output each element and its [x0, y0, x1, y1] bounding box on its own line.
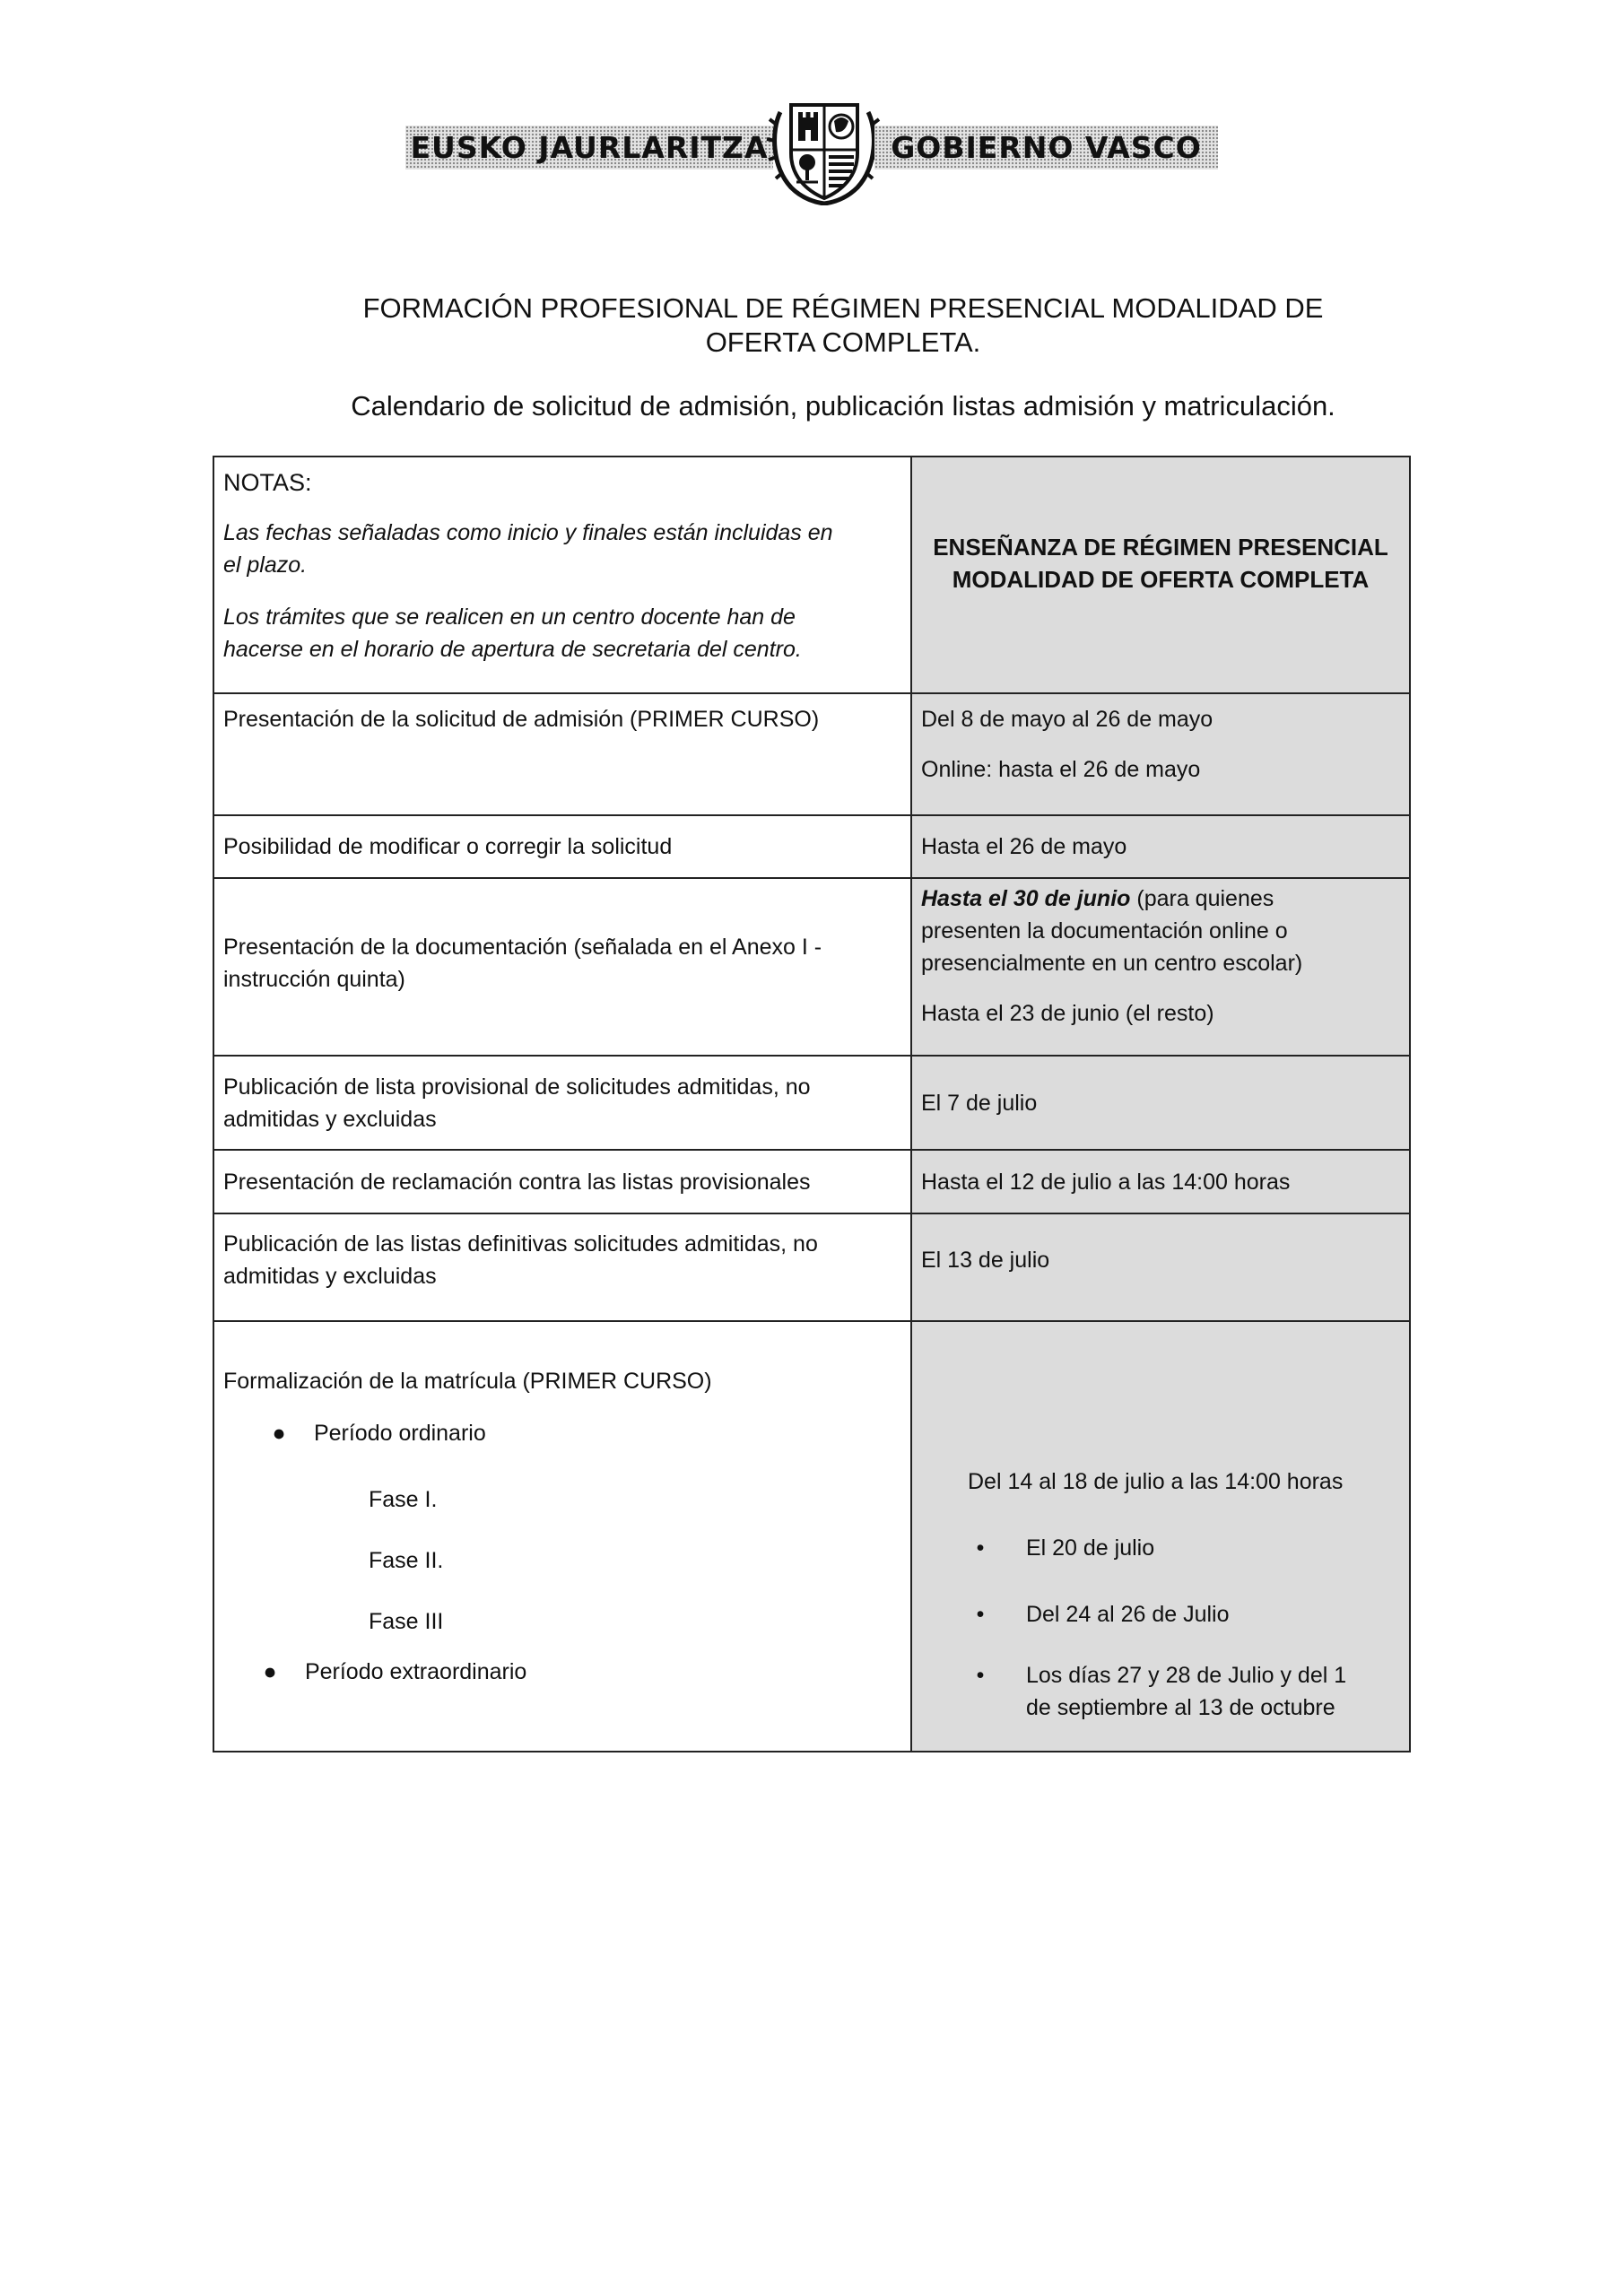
bullet-icon: ●: [272, 1421, 286, 1446]
step-date: Hasta el 12 de julio a las 14:00 horas: [921, 1169, 1291, 1195]
step-date: Hasta el 26 de mayo: [921, 834, 1127, 859]
note-2-line-1: Los trámites que se realicen en un centro docente han de: [223, 604, 796, 630]
enrolment-phase-1-item: [971, 1532, 1154, 1564]
step-label-line-2: instrucción quinta): [223, 967, 405, 992]
step-date-line-1: Del 8 de mayo al 26 de mayo: [921, 707, 1214, 732]
bullet-icon: ●: [263, 1659, 277, 1684]
step-label: [223, 1228, 901, 1292]
step-label-cell: [213, 1213, 911, 1321]
enrolment-phase-3: Fase III: [369, 1609, 444, 1634]
bullet-icon: •: [976, 1602, 985, 1627]
enrolment-phase-3-date-line-1: Los días 27 y 28 de Julio y del 1: [1025, 1663, 1347, 1688]
step-label-line-2: admitidas y excluidas: [223, 1264, 437, 1289]
step-label-line-1: Presentación de la documentación (señalada en el Anexo I -: [223, 935, 822, 960]
step-date: El 13 de julio: [921, 1248, 1050, 1273]
table-row: [213, 815, 1410, 878]
logo-text-spanish: GOBIERNO VASCO: [874, 126, 1218, 170]
step-label-line-1: Publicación de lista provisional de solicitudes admitidas, no: [223, 1074, 811, 1100]
enrolment-ordinary-item: [270, 1417, 486, 1449]
step-date-line-2: Online: hasta el 26 de mayo: [921, 757, 1201, 782]
logo-text-basque: EUSKO JAURLARITZA: [405, 126, 773, 170]
enrolment-date-cell: [911, 1321, 1410, 1752]
step-date-cell: [911, 878, 1410, 1056]
table-row: [213, 1056, 1410, 1150]
admission-calendar-table: [213, 456, 1411, 1752]
note-1: [223, 517, 901, 581]
government-logo: [405, 94, 1218, 205]
step-date-alt: Hasta el 23 de junio (el resto): [921, 1001, 1214, 1026]
step-label: Presentación de la solicitud de admisión (PRIMER CURSO): [223, 707, 820, 732]
note-2-line-2: hacerse en el horario de apertura de secretaria del centro.: [223, 637, 802, 662]
notes-cell: [213, 457, 911, 693]
note-1-line-1: Las fechas señaladas como inicio y finales están incluidas en: [223, 520, 833, 545]
step-label: [223, 1071, 901, 1135]
enrolment-phase-2-date: Del 24 al 26 de Julio: [1025, 1602, 1230, 1627]
enrolment-phase-2-item: [971, 1598, 1230, 1631]
step-label: Posibilidad de modificar o corregir la solicitud: [223, 834, 673, 859]
table-row: [213, 457, 1410, 693]
bullet-icon: •: [976, 1535, 985, 1561]
table-row: [213, 1321, 1410, 1752]
step-label-line-2: admitidas y excluidas: [223, 1106, 437, 1132]
document-subtitle: Calendario de solicitud de admisión, publicación listas admisión y matriculación.: [351, 390, 1335, 422]
step-date-note-line-2: presenten la documentación online o: [921, 918, 1288, 944]
step-label-cell: [213, 815, 911, 878]
step-label-cell: [213, 878, 911, 1056]
table-row: [213, 1213, 1410, 1321]
coat-of-arms-icon: [764, 94, 884, 205]
step-label-cell: [213, 1150, 911, 1213]
enrolment-ordinary-label: Período ordinario: [313, 1421, 486, 1446]
column-header-line-2: MODALIDAD DE OFERTA COMPLETA: [952, 566, 1370, 593]
column-header-line-1: ENSEÑANZA DE RÉGIMEN PRESENCIAL: [933, 534, 1388, 561]
enrolment-label-cell: [213, 1321, 911, 1752]
note-2: [223, 601, 901, 665]
step-date-cell: [911, 1213, 1410, 1321]
enrolment-phase-3-date-line-2: de septiembre al 13 de octubre: [1025, 1695, 1335, 1720]
table-row: [213, 693, 1410, 815]
enrolment-phase-1: Fase I.: [369, 1487, 438, 1512]
enrolment-extraordinary-label: Período extraordinario: [304, 1659, 527, 1684]
table-row: [213, 878, 1410, 1056]
step-date-note-line-3: presencialmente en un centro escolar): [921, 951, 1303, 976]
step-label-cell: [213, 693, 911, 815]
bullet-icon: •: [976, 1663, 985, 1688]
step-label: Presentación de reclamación contra las listas provisionales: [223, 1169, 811, 1195]
step-date-deadline: Hasta el 30 de junio: [921, 886, 1131, 911]
table-row: [213, 1150, 1410, 1213]
enrolment-extraordinary-item: [261, 1656, 526, 1688]
step-date-note: (para quienes: [1130, 886, 1274, 911]
enrolment-ordinary-date: Del 14 al 18 de julio a las 14:00 horas: [968, 1469, 1344, 1494]
step-date: El 7 de julio: [921, 1090, 1038, 1116]
column-header-cell: [911, 457, 1410, 693]
note-1-line-2: el plazo.: [223, 552, 308, 578]
step-date-cell: [911, 1150, 1410, 1213]
step-date-main: [921, 883, 1400, 979]
step-date-cell: [911, 815, 1410, 878]
step-date-cell: [911, 1056, 1410, 1150]
document-title: [269, 291, 1417, 360]
step-label-line-1: Publicación de las listas definitivas solicitudes admitidas, no: [223, 1231, 818, 1257]
enrolment-phase-1-date: El 20 de julio: [1025, 1535, 1155, 1561]
step-date-cell: [911, 693, 1410, 815]
enrolment-label: Formalización de la matrícula (PRIMER CURSO): [223, 1369, 712, 1394]
notes-title: NOTAS:: [223, 469, 312, 496]
enrolment-phase-3-item: [971, 1659, 1346, 1724]
step-label: [223, 931, 901, 996]
document-title-line-1: FORMACIÓN PROFESIONAL DE RÉGIMEN PRESENCIAL MODALIDAD DE: [362, 292, 1324, 324]
document-title-line-2: OFERTA COMPLETA.: [705, 326, 981, 358]
enrolment-phase-2: Fase II.: [369, 1548, 444, 1573]
enrolment-phase-3-date: [1026, 1659, 1346, 1724]
step-label-cell: [213, 1056, 911, 1150]
